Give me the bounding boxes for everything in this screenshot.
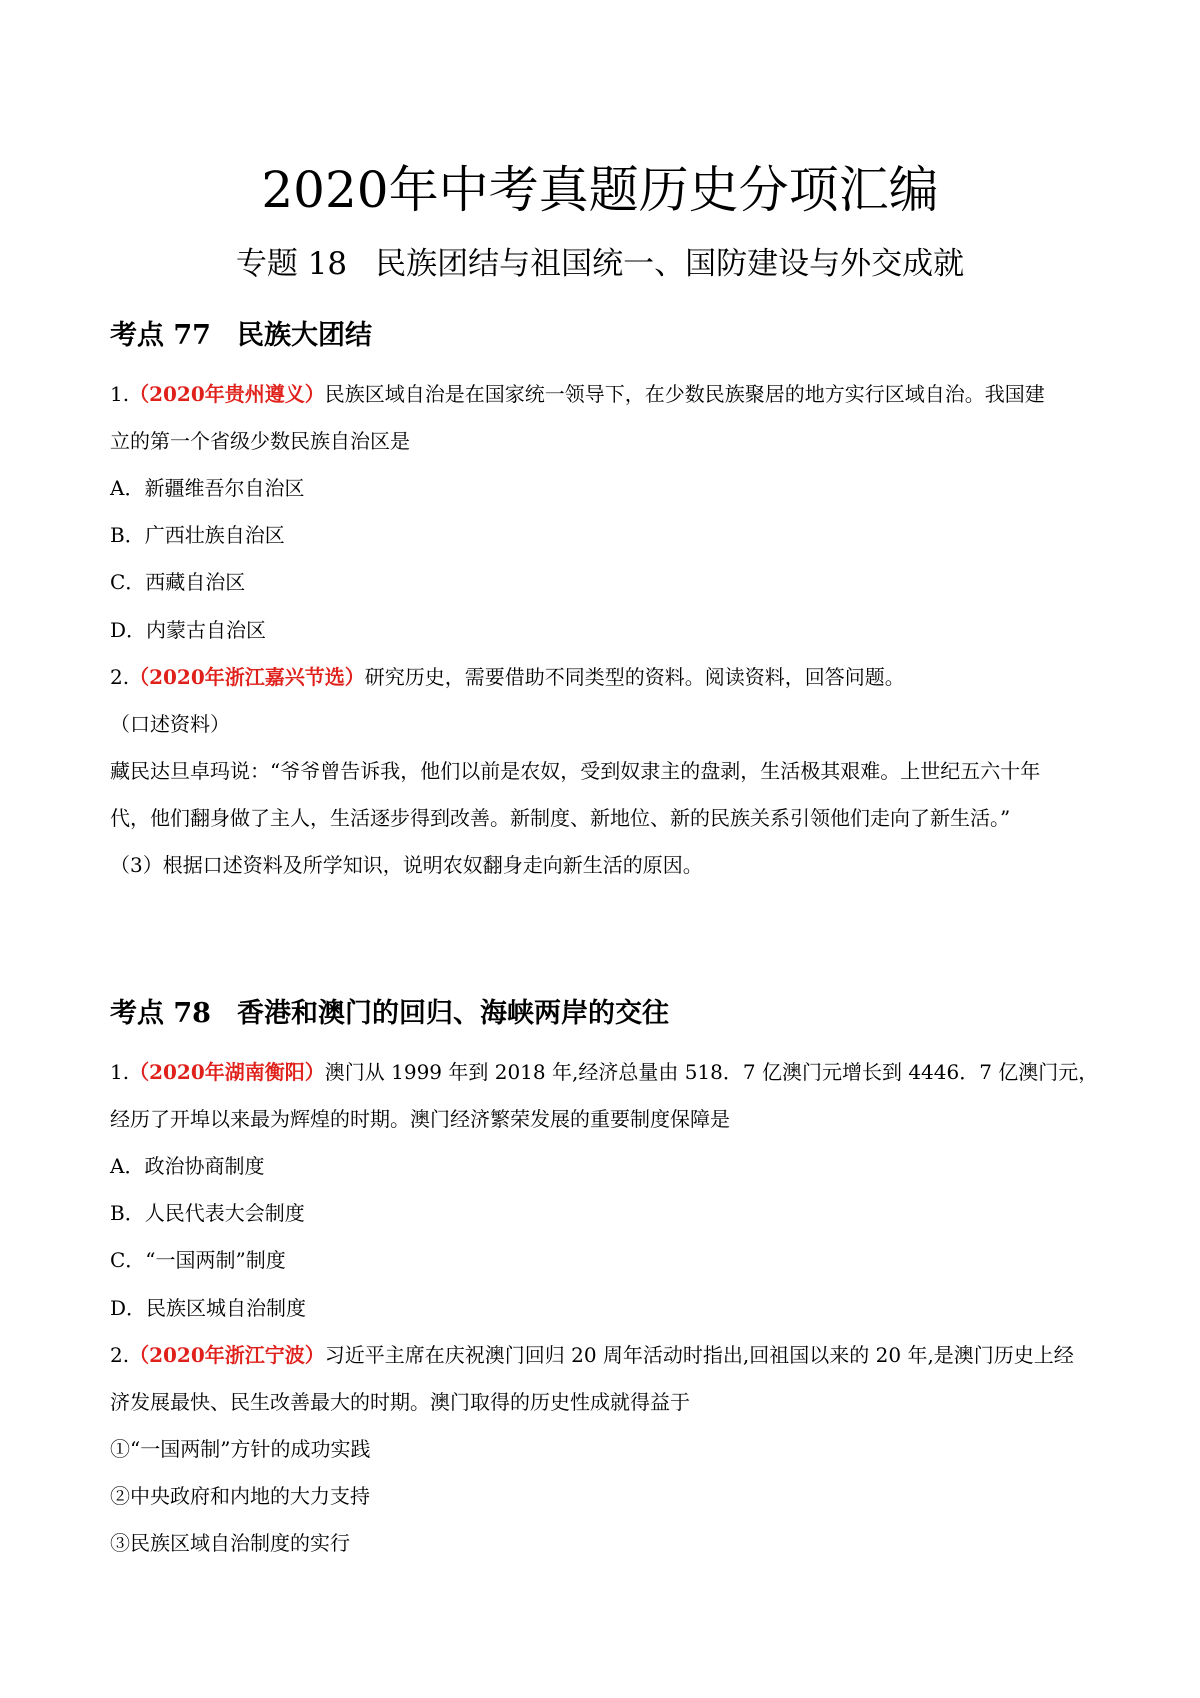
question-source: （2020年浙江宁波） [129,1343,325,1367]
section-heading [110,318,372,354]
question-number: 1. [110,382,130,406]
option-d: D．民族区城自治制度 [110,1296,307,1320]
question-source: （2020年浙江嘉兴节选） [129,665,365,689]
material-label: （口述资料） [110,712,230,736]
section-title: 香港和澳门的回归、海峡两岸的交往 [236,998,669,1029]
question-stem [110,663,905,691]
option-b: B．人民代表大会制度 [110,1201,305,1225]
section-title: 民族大团结 [236,320,372,351]
option-c: C．“一国两制”制度 [110,1248,286,1272]
question-text: 经历了开埠以来最为辉煌的时期。澳门经济繁荣发展的重要制度保障是 [110,1107,730,1131]
option-c: C．西藏自治区 [110,570,246,594]
question-text: 民族区域自治是在国家统一领导下，在少数民族聚居的地方实行区域自治。我国建 [324,382,1045,406]
question-text: 习近平主席在庆祝澳门回归 20 周年活动时指出,回祖国以来的 20 年,是澳门历史上经 [324,1343,1074,1367]
question-text: 澳门从 1999 年到 2018 年,经济总量由 518．7 亿澳门元增长到 4446．7 亿澳门元， [324,1060,1099,1084]
material-text: 藏民达旦卓玛说：“爷爷曾告诉我，他们以前是农奴，受到奴隶主的盘剥，生活极其艰难。上世纪五六十年 [110,759,1041,783]
question-source: （2020年贵州遵义） [129,382,325,406]
material-text: 代，他们翻身做了主人，生活逐步得到改善。新制度、新地位、新的民族关系引领他们走向了新生活。” [110,806,1011,830]
question-text: 研究历史，需要借助不同类型的资料。阅读资料，回答问题。 [364,665,905,689]
section-label: 考点 78 [110,998,211,1029]
question-text: 立的第一个省级少数民族自治区是 [110,429,410,453]
option-d: D．内蒙古自治区 [110,618,267,642]
question-stem [110,1341,1074,1369]
question-number: 2. [110,665,130,689]
list-item: ③民族区域自治制度的实行 [110,1531,350,1555]
option-b: B．广西壮族自治区 [110,523,285,547]
option-a: A．新疆维吾尔自治区 [110,476,305,500]
section-heading [110,996,669,1032]
list-item: ②中央政府和内地的大力支持 [110,1484,370,1508]
question-stem [110,1058,1098,1086]
section-label: 考点 77 [110,320,211,351]
question-stem [110,380,1045,408]
document-title: 2020年中考真题历史分项汇编 [261,161,939,219]
list-item: ①“一国两制”方针的成功实践 [110,1437,371,1461]
question-number: 1. [110,1060,130,1084]
option-a: A．政治协商制度 [110,1154,265,1178]
question-number: 2. [110,1343,130,1367]
subtitle-topic: 专题 18 [235,246,348,282]
subtitle-text: 民族团结与祖国统一、国防建设与外交成就 [375,246,965,282]
document-subtitle [0,244,1200,284]
question-source: （2020年湖南衡阳） [129,1060,325,1084]
question-text: 济发展最快、民生改善最大的时期。澳门取得的历史性成就得益于 [110,1390,690,1414]
sub-question: （3）根据口述资料及所学知识，说明农奴翻身走向新生活的原因。 [110,853,703,877]
